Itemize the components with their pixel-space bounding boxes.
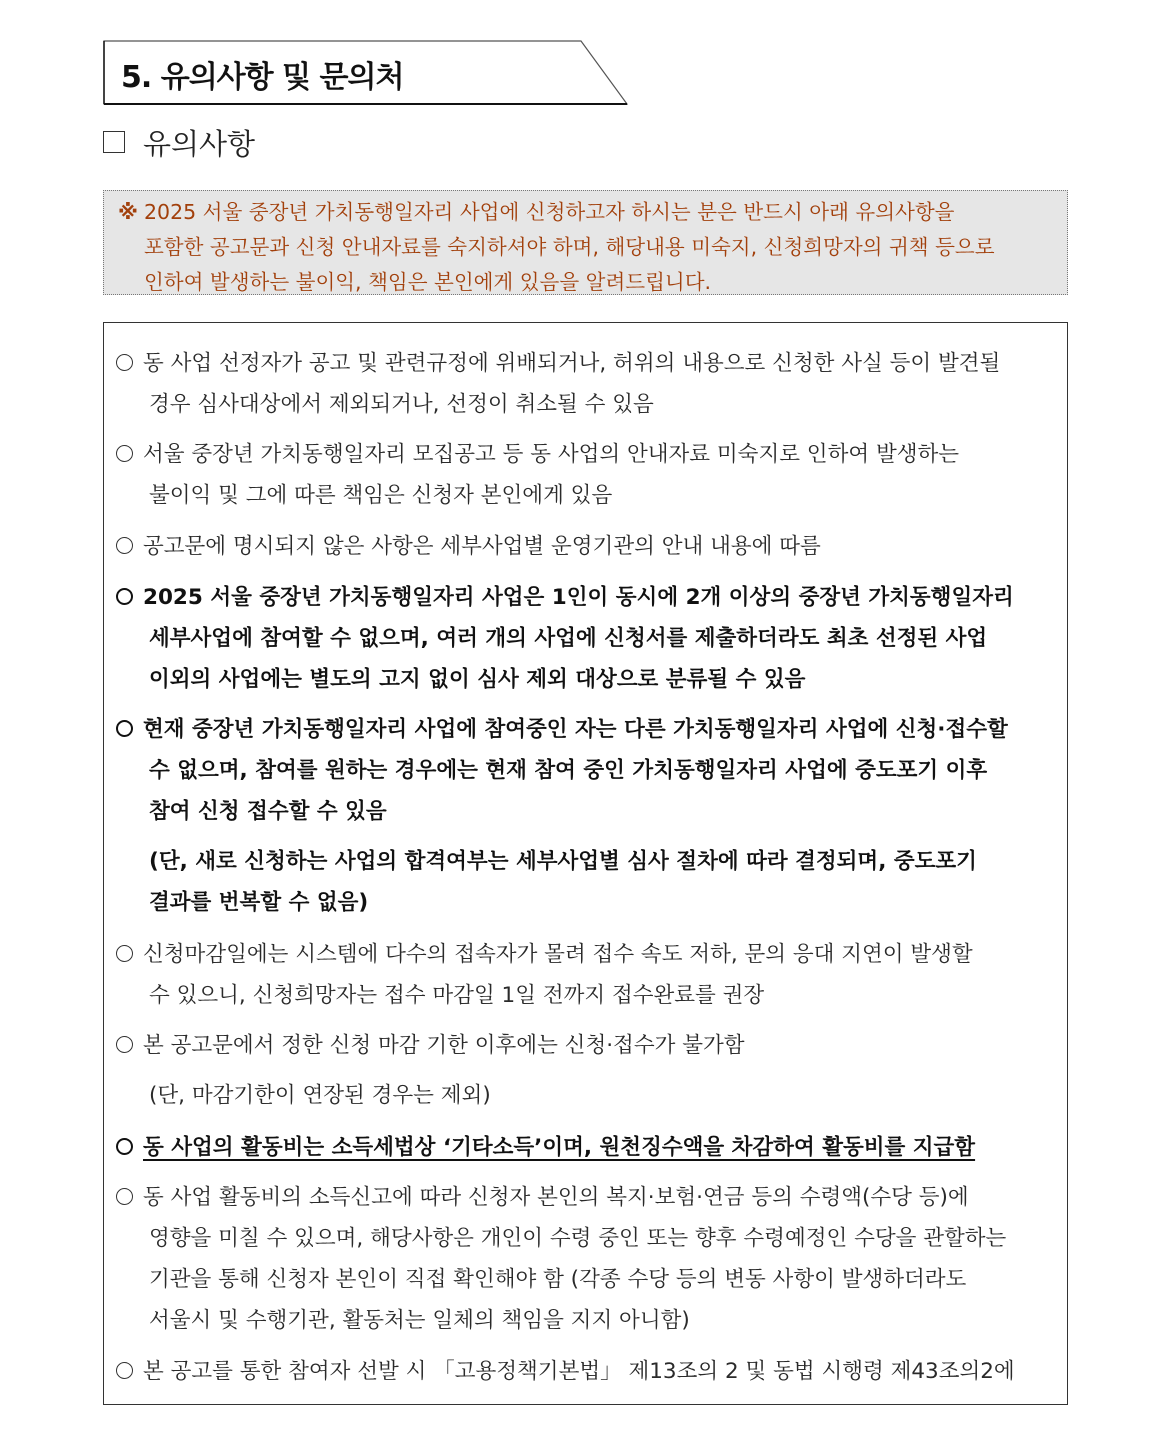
circle-bullet-icon <box>116 354 133 371</box>
reference-mark-icon: ※ <box>118 200 138 224</box>
list-item: 공고문에 명시되지 않은 사항은 세부사업별 운영기관의 안내 내용에 따름 <box>116 526 1061 567</box>
list-item: 신청마감일에는 시스템에 다수의 접속자가 몰려 접수 속도 저하, 문의 응대 지연이 발생할 수 있으니, 신청희망자는 접수 마감일 1일 전까지 접수완료를 권장 <box>116 934 1061 1016</box>
circle-bullet-icon <box>116 945 133 962</box>
circle-bullet-icon <box>116 588 133 605</box>
circle-bullet-icon <box>116 1188 133 1205</box>
circle-bullet-icon <box>116 537 133 554</box>
list-item-emphasis: 동 사업의 활동비는 소득세법상 ‘기타소득’이며, 원천징수액을 차감하여 활동비를 지급함 <box>116 1127 1061 1168</box>
notice-line: ※ 2025 서울 중장년 가치동행일자리 사업에 신청하고자 하시는 분은 반드시 아래 유의사항을 <box>118 195 1057 230</box>
circle-bullet-icon <box>116 1138 133 1155</box>
circle-bullet-icon <box>116 1362 133 1379</box>
list-item-emphasis: 현재 중장년 가치동행일자리 사업에 참여중인 자는 다른 가치동행일자리 사업에 신청·접수할 수 없으며, 참여를 원하는 경우에는 현재 참여 중인 가치동행일자리 사업에 중도포기 이후 참여 신청 접수할 수 있음 (단, 새로 신청하는 사업의 합격여부는 세부사업별 심사 절차에 따라 결정되며, 중도포기 결과를 번복할 수 없음) <box>116 709 1061 923</box>
notice-line: 포함한 공고문과 신청 안내자료를 숙지하셔야 하며, 해당내용 미숙지, 신청희망자의 귀책 등으로 <box>144 235 995 259</box>
list-item: 본 공고를 통한 참여자 선발 시 「고용정책기본법」 제13조의 2 및 동법 시행령 제43조의2에 <box>116 1351 1061 1392</box>
notice-line: 인하여 발생하는 불이익, 책임은 본인에게 있음을 알려드립니다. <box>144 270 712 294</box>
note-line: (단, 새로 신청하는 사업의 합격여부는 세부사업별 심사 절차에 따라 결정되며, 중도포기 <box>149 849 977 874</box>
section-title: 5. 유의사항 및 문의처 <box>121 60 404 95</box>
circle-bullet-icon <box>116 445 133 462</box>
circle-bullet-icon <box>116 1036 133 1053</box>
notice-box <box>103 190 1068 295</box>
list-item: 동 사업 선정자가 공고 및 관련규정에 위배되거나, 허위의 내용으로 신청한 사실 등이 발견될 경우 심사대상에서 제외되거나, 선정이 취소될 수 있음 <box>116 343 1061 425</box>
list-item: 서울 중장년 가치동행일자리 모집공고 등 동 사업의 안내자료 미숙지로 인하여 발생하는 불이익 및 그에 따른 책임은 신청자 본인에게 있음 <box>116 434 1061 516</box>
note-line: 결과를 번복할 수 없음) <box>149 890 369 915</box>
section-header <box>103 40 627 104</box>
square-bullet-icon <box>103 131 125 153</box>
list-item-emphasis: 2025 서울 중장년 가치동행일자리 사업은 1인이 동시에 2개 이상의 중장년 가치동행일자리 세부사업에 참여할 수 없으며, 여러 개의 사업에 신청서를 제출하더라도 최초 선정된 사업 이외의 사업에는 별도의 고지 없이 심사 제외 대상으로 분류될 수 있음 <box>116 577 1061 700</box>
list-item: 동 사업 활동비의 소득신고에 따라 신청자 본인의 복지·보험·연금 등의 수령액(수당 등)에 영향을 미칠 수 있으며, 해당사항은 개인이 수령 중인 또는 향후 수령예정인 수당을 관할하는 기관을 통해 신청자 본인이 직접 확인해야 함 (각종 수당 등의 변동 사항이 발생하더라도 서울시 및 수행기관, 활동처는 일체의 책임을 지지 아니함) <box>116 1177 1061 1341</box>
subheading <box>103 122 255 162</box>
caution-list <box>103 322 1068 1405</box>
list-item: 본 공고문에서 정한 신청 마감 기한 이후에는 신청·접수가 불가함 (단, 마감기한이 연장된 경우는 제외) <box>116 1025 1061 1116</box>
subheading-label: 유의사항 <box>143 126 256 161</box>
circle-bullet-icon <box>116 720 133 737</box>
note-line: (단, 마감기한이 연장된 경우는 제외) <box>149 1083 491 1108</box>
